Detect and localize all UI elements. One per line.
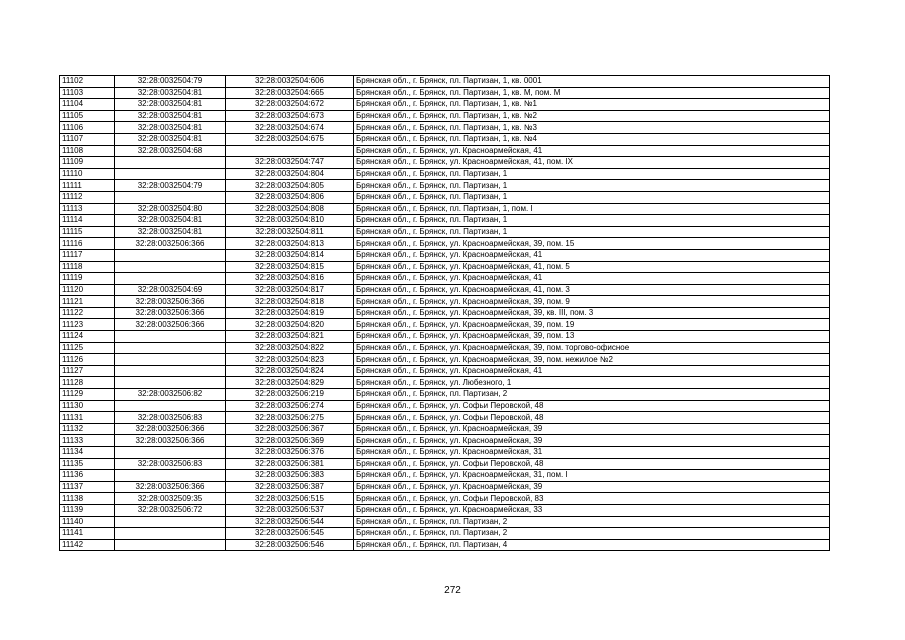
- parent-cadastral-number-cell: 32:28:0032504:81: [115, 133, 226, 145]
- address-cell: Брянская обл., г. Брянск, пл. Партизан, 1, кв. №1: [354, 99, 830, 111]
- table-row: [60, 249, 830, 261]
- address-cell: Брянская обл., г. Брянск, ул. Красноармейская, 39, пом. 9: [354, 296, 830, 308]
- cadastral-number-cell: 32:28:0032504:829: [226, 377, 354, 389]
- record-number-cell: 11125: [60, 342, 115, 354]
- cadastral-number-cell: 32:28:0032504:818: [226, 296, 354, 308]
- table-row: [60, 226, 830, 238]
- record-number-cell: 11119: [60, 273, 115, 285]
- register-table-body: [60, 76, 830, 551]
- table-row: [60, 435, 830, 447]
- address-cell: Брянская обл., г. Брянск, ул. Софьи Перовской, 48: [354, 458, 830, 470]
- parent-cadastral-number-cell: 32:28:0032506:82: [115, 389, 226, 401]
- record-number-cell: 11135: [60, 458, 115, 470]
- cadastral-number-cell: 32:28:0032506:383: [226, 470, 354, 482]
- parent-cadastral-number-cell: 32:28:0032506:366: [115, 296, 226, 308]
- parent-cadastral-number-cell: [115, 354, 226, 366]
- record-number-cell: 11131: [60, 412, 115, 424]
- record-number-cell: 11113: [60, 203, 115, 215]
- parent-cadastral-number-cell: [115, 273, 226, 285]
- cadastral-number-cell: 32:28:0032506:544: [226, 516, 354, 528]
- parent-cadastral-number-cell: [115, 331, 226, 343]
- parent-cadastral-number-cell: [115, 539, 226, 551]
- table-row: [60, 354, 830, 366]
- address-cell: Брянская обл., г. Брянск, пл. Партизан, 2: [354, 389, 830, 401]
- cadastral-number-cell: 32:28:0032504:815: [226, 261, 354, 273]
- parent-cadastral-number-cell: 32:28:0032504:80: [115, 203, 226, 215]
- parent-cadastral-number-cell: 32:28:0032506:72: [115, 504, 226, 516]
- address-cell: Брянская обл., г. Брянск, ул. Красноармейская, 31, пом. I: [354, 470, 830, 482]
- cadastral-number-cell: 32:28:0032504:808: [226, 203, 354, 215]
- address-cell: Брянская обл., г. Брянск, ул. Красноармейская, 41: [354, 365, 830, 377]
- address-cell: Брянская обл., г. Брянск, пл. Партизан, 1: [354, 168, 830, 180]
- table-row: [60, 377, 830, 389]
- address-cell: Брянская обл., г. Брянск, ул. Красноармейская, 39, пом. 15: [354, 238, 830, 250]
- cadastral-number-cell: 32:28:0032506:219: [226, 389, 354, 401]
- cadastral-number-cell: 32:28:0032506:274: [226, 400, 354, 412]
- parent-cadastral-number-cell: [115, 365, 226, 377]
- address-cell: Брянская обл., г. Брянск, пл. Партизан, 1, пом. I: [354, 203, 830, 215]
- cadastral-number-cell: 32:28:0032506:367: [226, 423, 354, 435]
- record-number-cell: 11136: [60, 470, 115, 482]
- parent-cadastral-number-cell: 32:28:0032506:366: [115, 435, 226, 447]
- cadastral-number-cell: 32:28:0032506:515: [226, 493, 354, 505]
- parent-cadastral-number-cell: [115, 400, 226, 412]
- parent-cadastral-number-cell: [115, 447, 226, 459]
- address-cell: Брянская обл., г. Брянск, ул. Красноармейская, 33: [354, 504, 830, 516]
- parent-cadastral-number-cell: 32:28:0032506:366: [115, 481, 226, 493]
- table-row: [60, 99, 830, 111]
- record-number-cell: 11111: [60, 180, 115, 192]
- table-row: [60, 412, 830, 424]
- cadastral-number-cell: 32:28:0032504:606: [226, 76, 354, 88]
- address-cell: Брянская обл., г. Брянск, пл. Партизан, 1: [354, 191, 830, 203]
- record-number-cell: 11128: [60, 377, 115, 389]
- table-row: [60, 365, 830, 377]
- address-cell: Брянская обл., г. Брянск, ул. Красноармейская, 39, кв. III, пом. 3: [354, 307, 830, 319]
- parent-cadastral-number-cell: 32:28:0032504:81: [115, 110, 226, 122]
- cadastral-number-cell: [226, 145, 354, 157]
- record-number-cell: 11102: [60, 76, 115, 88]
- record-number-cell: 11132: [60, 423, 115, 435]
- cadastral-number-cell: 32:28:0032504:817: [226, 284, 354, 296]
- record-number-cell: 11105: [60, 110, 115, 122]
- address-cell: Брянская обл., г. Брянск, ул. Красноармейская, 39: [354, 481, 830, 493]
- address-cell: Брянская обл., г. Брянск, ул. Красноармейская, 41: [354, 145, 830, 157]
- record-number-cell: 11138: [60, 493, 115, 505]
- table-row: [60, 273, 830, 285]
- record-number-cell: 11108: [60, 145, 115, 157]
- record-number-cell: 11141: [60, 528, 115, 540]
- table-row: [60, 110, 830, 122]
- address-cell: Брянская обл., г. Брянск, ул. Красноармейская, 41, пом. 3: [354, 284, 830, 296]
- address-cell: Брянская обл., г. Брянск, ул. Софьи Перовской, 48: [354, 412, 830, 424]
- table-row: [60, 458, 830, 470]
- cadastral-number-cell: 32:28:0032504:674: [226, 122, 354, 134]
- record-number-cell: 11116: [60, 238, 115, 250]
- cadastral-number-cell: 32:28:0032504:820: [226, 319, 354, 331]
- address-cell: Брянская обл., г. Брянск, пл. Партизан, 1, кв. №3: [354, 122, 830, 134]
- address-cell: Брянская обл., г. Брянск, пл. Партизан, 1, кв. М, пом. М: [354, 87, 830, 99]
- record-number-cell: 11134: [60, 447, 115, 459]
- parent-cadastral-number-cell: [115, 191, 226, 203]
- address-cell: Брянская обл., г. Брянск, ул. Красноармейская, 41, пом. 5: [354, 261, 830, 273]
- address-cell: Брянская обл., г. Брянск, ул. Красноармейская, 41, пом. IX: [354, 157, 830, 169]
- parent-cadastral-number-cell: 32:28:0032504:68: [115, 145, 226, 157]
- table-row: [60, 238, 830, 250]
- parent-cadastral-number-cell: 32:28:0032506:366: [115, 238, 226, 250]
- record-number-cell: 11106: [60, 122, 115, 134]
- table-row: [60, 133, 830, 145]
- address-cell: Брянская обл., г. Брянск, ул. Красноармейская, 39: [354, 423, 830, 435]
- table-row: [60, 331, 830, 343]
- record-number-cell: 11140: [60, 516, 115, 528]
- address-cell: Брянская обл., г. Брянск, пл. Партизан, 2: [354, 516, 830, 528]
- table-row: [60, 296, 830, 308]
- record-number-cell: 11103: [60, 87, 115, 99]
- table-row: [60, 504, 830, 516]
- parent-cadastral-number-cell: 32:28:0032506:366: [115, 319, 226, 331]
- table-row: [60, 284, 830, 296]
- parent-cadastral-number-cell: 32:28:0032504:81: [115, 99, 226, 111]
- parent-cadastral-number-cell: [115, 261, 226, 273]
- parent-cadastral-number-cell: [115, 528, 226, 540]
- address-cell: Брянская обл., г. Брянск, ул. Красноармейская, 31: [354, 447, 830, 459]
- cadastral-number-cell: 32:28:0032504:813: [226, 238, 354, 250]
- address-cell: Брянская обл., г. Брянск, пл. Партизан, 1, кв. №2: [354, 110, 830, 122]
- address-cell: Брянская обл., г. Брянск, ул. Красноармейская, 39, пом. 19: [354, 319, 830, 331]
- record-number-cell: 11118: [60, 261, 115, 273]
- cadastral-number-cell: 32:28:0032504:821: [226, 331, 354, 343]
- record-number-cell: 11112: [60, 191, 115, 203]
- parent-cadastral-number-cell: 32:28:0032504:81: [115, 87, 226, 99]
- table-row: [60, 191, 830, 203]
- address-cell: Брянская обл., г. Брянск, пл. Партизан, 1, кв. 0001: [354, 76, 830, 88]
- parent-cadastral-number-cell: 32:28:0032506:83: [115, 412, 226, 424]
- table-row: [60, 307, 830, 319]
- parent-cadastral-number-cell: 32:28:0032509:35: [115, 493, 226, 505]
- cadastral-number-cell: 32:28:0032506:545: [226, 528, 354, 540]
- address-cell: Брянская обл., г. Брянск, ул. Софьи Перовской, 48: [354, 400, 830, 412]
- address-cell: Брянская обл., г. Брянск, ул. Софьи Перовской, 83: [354, 493, 830, 505]
- cadastral-number-cell: 32:28:0032506:376: [226, 447, 354, 459]
- address-cell: Брянская обл., г. Брянск, пл. Партизан, 2: [354, 528, 830, 540]
- address-cell: Брянская обл., г. Брянск, пл. Партизан, 1: [354, 215, 830, 227]
- cadastral-number-cell: 32:28:0032504:805: [226, 180, 354, 192]
- parent-cadastral-number-cell: [115, 168, 226, 180]
- cadastral-number-cell: 32:28:0032504:672: [226, 99, 354, 111]
- address-cell: Брянская обл., г. Брянск, ул. Любезного, 1: [354, 377, 830, 389]
- record-number-cell: 11123: [60, 319, 115, 331]
- page-number: 272: [444, 585, 461, 596]
- parent-cadastral-number-cell: 32:28:0032504:81: [115, 226, 226, 238]
- record-number-cell: 11110: [60, 168, 115, 180]
- table-row: [60, 319, 830, 331]
- record-number-cell: 11109: [60, 157, 115, 169]
- parent-cadastral-number-cell: [115, 377, 226, 389]
- table-row: [60, 342, 830, 354]
- address-cell: Брянская обл., г. Брянск, пл. Партизан, 1: [354, 226, 830, 238]
- record-number-cell: 11142: [60, 539, 115, 551]
- record-number-cell: 11115: [60, 226, 115, 238]
- address-cell: Брянская обл., г. Брянск, пл. Партизан, 1, кв. №4: [354, 133, 830, 145]
- parent-cadastral-number-cell: [115, 157, 226, 169]
- record-number-cell: 11117: [60, 249, 115, 261]
- table-row: [60, 528, 830, 540]
- table-row: [60, 145, 830, 157]
- parent-cadastral-number-cell: [115, 342, 226, 354]
- record-number-cell: 11126: [60, 354, 115, 366]
- table-row: [60, 516, 830, 528]
- record-number-cell: 11122: [60, 307, 115, 319]
- parent-cadastral-number-cell: 32:28:0032506:366: [115, 307, 226, 319]
- address-cell: Брянская обл., г. Брянск, пл. Партизан, 4: [354, 539, 830, 551]
- cadastral-number-cell: 32:28:0032506:381: [226, 458, 354, 470]
- cadastral-number-cell: 32:28:0032504:673: [226, 110, 354, 122]
- record-number-cell: 11127: [60, 365, 115, 377]
- address-cell: Брянская обл., г. Брянск, пл. Партизан, 1: [354, 180, 830, 192]
- record-number-cell: 11121: [60, 296, 115, 308]
- table-row: [60, 493, 830, 505]
- cadastral-number-cell: 32:28:0032506:546: [226, 539, 354, 551]
- table-row: [60, 261, 830, 273]
- record-number-cell: 11133: [60, 435, 115, 447]
- parent-cadastral-number-cell: 32:28:0032504:79: [115, 180, 226, 192]
- address-cell: Брянская обл., г. Брянск, ул. Красноармейская, 39: [354, 435, 830, 447]
- cadastral-number-cell: 32:28:0032504:824: [226, 365, 354, 377]
- parent-cadastral-number-cell: [115, 516, 226, 528]
- cadastral-number-cell: 32:28:0032504:811: [226, 226, 354, 238]
- parent-cadastral-number-cell: 32:28:0032504:81: [115, 122, 226, 134]
- table-row: [60, 180, 830, 192]
- table-row: [60, 168, 830, 180]
- parent-cadastral-number-cell: 32:28:0032504:69: [115, 284, 226, 296]
- record-number-cell: 11137: [60, 481, 115, 493]
- parent-cadastral-number-cell: 32:28:0032506:83: [115, 458, 226, 470]
- cadastral-number-cell: 32:28:0032504:814: [226, 249, 354, 261]
- cadastral-number-cell: 32:28:0032504:823: [226, 354, 354, 366]
- table-row: [60, 447, 830, 459]
- table-row: [60, 215, 830, 227]
- cadastral-number-cell: 32:28:0032504:665: [226, 87, 354, 99]
- table-row: [60, 87, 830, 99]
- cadastral-number-cell: 32:28:0032504:819: [226, 307, 354, 319]
- table-row: [60, 400, 830, 412]
- record-number-cell: 11120: [60, 284, 115, 296]
- record-number-cell: 11130: [60, 400, 115, 412]
- cadastral-number-cell: 32:28:0032506:387: [226, 481, 354, 493]
- table-row: [60, 122, 830, 134]
- table-row: [60, 481, 830, 493]
- cadastral-number-cell: 32:28:0032504:816: [226, 273, 354, 285]
- table-row: [60, 423, 830, 435]
- record-number-cell: 11104: [60, 99, 115, 111]
- cadastral-number-cell: 32:28:0032506:369: [226, 435, 354, 447]
- table-row: [60, 539, 830, 551]
- address-cell: Брянская обл., г. Брянск, ул. Красноармейская, 39, пом. торгово-офисное: [354, 342, 830, 354]
- parent-cadastral-number-cell: [115, 470, 226, 482]
- register-table: [59, 75, 830, 551]
- record-number-cell: 11114: [60, 215, 115, 227]
- table-row: [60, 470, 830, 482]
- cadastral-number-cell: 32:28:0032504:675: [226, 133, 354, 145]
- table-row: [60, 389, 830, 401]
- cadastral-number-cell: 32:28:0032504:810: [226, 215, 354, 227]
- record-number-cell: 11107: [60, 133, 115, 145]
- address-cell: Брянская обл., г. Брянск, ул. Красноармейская, 41: [354, 273, 830, 285]
- table-row: [60, 157, 830, 169]
- cadastral-number-cell: 32:28:0032504:747: [226, 157, 354, 169]
- parent-cadastral-number-cell: [115, 249, 226, 261]
- cadastral-number-cell: 32:28:0032506:537: [226, 504, 354, 516]
- address-cell: Брянская обл., г. Брянск, ул. Красноармейская, 39, пом. 13: [354, 331, 830, 343]
- record-number-cell: 11129: [60, 389, 115, 401]
- table-row: [60, 76, 830, 88]
- cadastral-number-cell: 32:28:0032506:275: [226, 412, 354, 424]
- address-cell: Брянская обл., г. Брянск, ул. Красноармейская, 41: [354, 249, 830, 261]
- table-row: [60, 203, 830, 215]
- cadastral-number-cell: 32:28:0032504:822: [226, 342, 354, 354]
- record-number-cell: 11139: [60, 504, 115, 516]
- cadastral-number-cell: 32:28:0032504:804: [226, 168, 354, 180]
- record-number-cell: 11124: [60, 331, 115, 343]
- parent-cadastral-number-cell: 32:28:0032504:79: [115, 76, 226, 88]
- cadastral-number-cell: 32:28:0032504:806: [226, 191, 354, 203]
- parent-cadastral-number-cell: 32:28:0032504:81: [115, 215, 226, 227]
- address-cell: Брянская обл., г. Брянск, ул. Красноармейская, 39, пом. нежилое №2: [354, 354, 830, 366]
- parent-cadastral-number-cell: 32:28:0032506:366: [115, 423, 226, 435]
